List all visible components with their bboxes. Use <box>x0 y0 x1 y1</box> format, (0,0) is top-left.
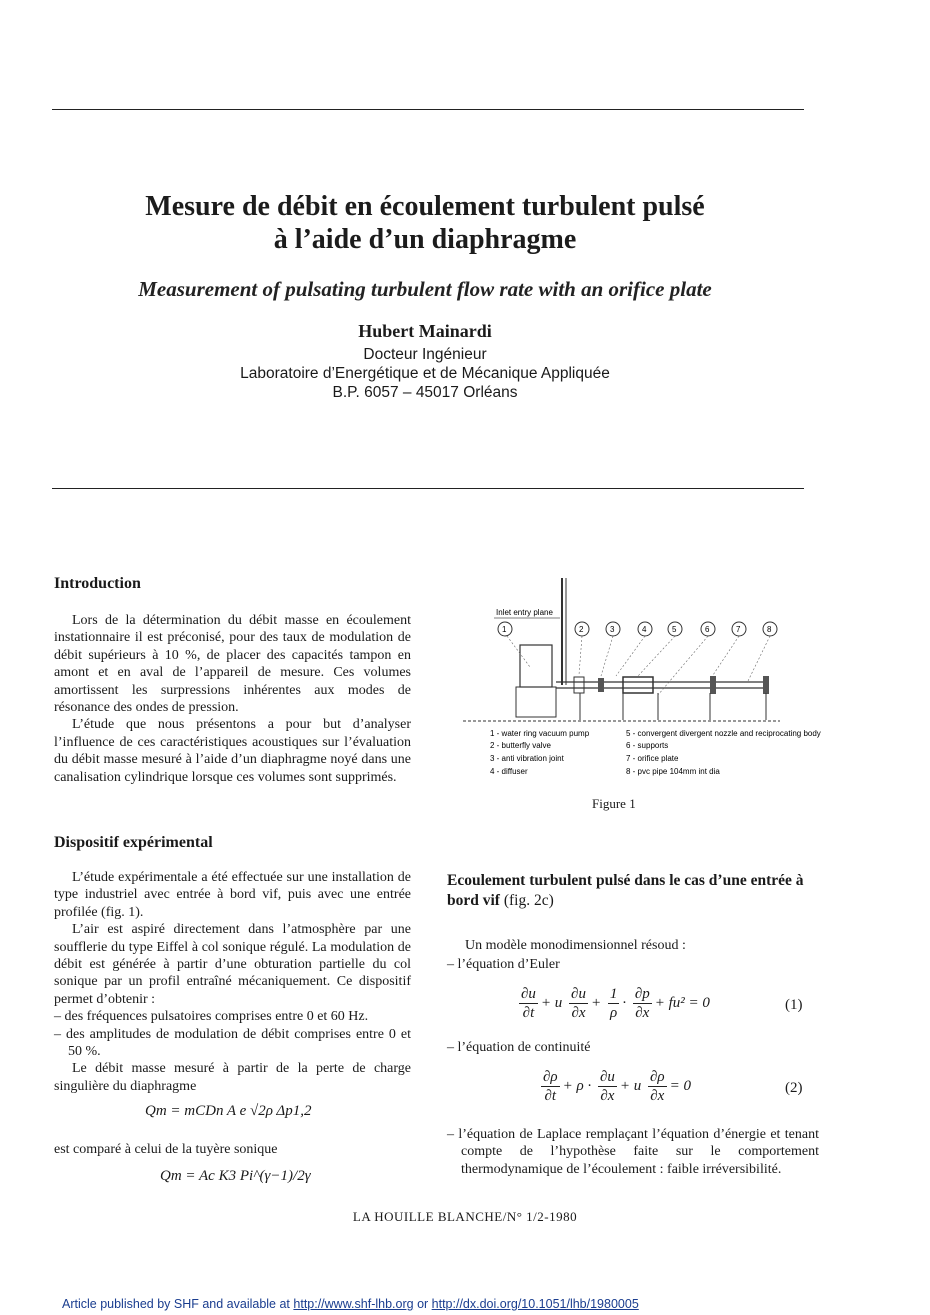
svg-text:6: 6 <box>705 625 710 634</box>
figure-1-diagram <box>458 575 821 790</box>
dispositif-bullet-2: – des amplitudes de modulation de débit comprises entre 0 et 50 %. <box>54 1026 411 1060</box>
publication-credit <box>62 1297 639 1311</box>
svg-text:1: 1 <box>502 625 507 634</box>
svg-text:4: 4 <box>642 625 647 634</box>
credit-prefix: Article published by SHF and available at <box>62 1297 294 1311</box>
ecoulement-laplace: – l’équation de Laplace remplaçant l’équation d’énergie et tenant compte de l’hypothèse faite sur le comportement thermodynamique de l’écoulement : faible irréversibilité. <box>447 1127 819 1177</box>
top-rule <box>52 109 804 110</box>
paper-title-line1: Mesure de débit en écoulement turbulent pulsé <box>145 191 705 222</box>
equation-orifice-flow: Qm = mCDn A e √2ρ Δp1,2 <box>145 1103 312 1119</box>
credit-link-shf[interactable]: http://www.shf-lhb.org <box>293 1297 414 1311</box>
equation-2-number: (2) <box>785 1080 803 1096</box>
dispositif-paragraph-1: L’étude expérimentale a été effectuée sur une installation de type industriel avec entrée à bord vif, puis avec une entrée profilée (fig. 1). <box>54 870 411 920</box>
dispositif-heading: Dispositif expérimental <box>54 834 213 851</box>
svg-text:3: 3 <box>610 625 615 634</box>
svg-text:1 - water ring vacuum pump: 1 - water ring vacuum pump <box>490 729 590 738</box>
vacuum-pump-shape <box>520 645 552 687</box>
author-lab: Laboratoire d’Energétique et de Mécanique Appliquée <box>240 365 610 382</box>
author-address: B.P. 6057 – 45017 Orléans <box>332 384 518 401</box>
introduction-text <box>54 612 411 786</box>
figure-markers <box>498 622 777 636</box>
svg-text:2 - butterfly valve: 2 - butterfly valve <box>490 741 551 750</box>
svg-text:8 - pvc pipe 104mm int dia: 8 - pvc pipe 104mm int dia <box>626 767 720 776</box>
ecoulement-continuite: – l’équation de continuité <box>447 1040 591 1055</box>
ecoulement-intro: Un modèle monodimensionnel résoud : <box>465 938 686 953</box>
paper-subtitle: Measurement of pulsating turbulent flow rate with an orifice plate <box>138 277 712 301</box>
svg-text:2: 2 <box>579 625 584 634</box>
ecoulement-heading-bold: Ecoulement turbulent pulsé dans le cas d’une entrée à bord vif <box>447 872 804 909</box>
butterfly-valve-shape <box>574 677 584 693</box>
nozzle-shape <box>623 677 653 693</box>
equation-1-number: (1) <box>785 997 803 1013</box>
inlet-label: Inlet entry plane <box>496 608 553 617</box>
introduction-paragraph-1: Lors de la détermination du débit masse en écoulement instationnaire il est préconisé, pour des taux de modulation de débit supérieurs à 10 %, de placer des capacités tampon en amont et en aval de l’appareil de mesure. Ces volumes amortissent les surpressions inhérentes aux modes de résonance des ondes de pression. <box>54 613 411 716</box>
svg-text:7 - orifice plate: 7 - orifice plate <box>626 754 679 763</box>
dispositif-paragraph-4: est comparé à celui de la tuyère sonique <box>54 1142 278 1157</box>
svg-text:5 - convergent divergent nozzl: 5 - convergent divergent nozzle and reciprocating body <box>626 729 821 738</box>
equation-sonic-nozzle: Qm = Ac K3 Pi^(γ−1)/2γ <box>160 1168 311 1184</box>
equation-euler: $\frac{\partial u}{\partial t}$ + u $\frac{\partial u}{\partial x}$ + $\frac{1}{\rho}$ · $\frac{\partial p}{\partial x}$ + fu² = 0 <box>521 986 710 1021</box>
equation-continuity: $\frac{\partial\rho}{\partial t}$ + ρ · $\frac{\partial u}{\partial x}$ + u $\frac{\partial\rho}{\partial x}$ = 0 <box>543 1069 691 1104</box>
ecoulement-euler: – l’équation d’Euler <box>447 957 560 972</box>
introduction-heading: Introduction <box>54 575 141 592</box>
author-role: Docteur Ingénieur <box>363 346 487 363</box>
credit-link-doi[interactable]: http://dx.doi.org/10.1051/lhb/1980005 <box>431 1297 639 1311</box>
introduction-paragraph-2: L’étude que nous présentons a pour but d’analyser l’influence de ces caractéristiques acoustiques sur l’évaluation du débit masse mesuré à l’aide d’un diaphragme noyé dans une canalisation cylindrique lorsque ces volumes sont supprimés. <box>54 717 411 785</box>
svg-text:5: 5 <box>672 625 677 634</box>
figure-1-caption: Figure 1 <box>592 796 636 811</box>
journal-footer: LA HOUILLE BLANCHE/N° 1/2-1980 <box>352 1209 578 1224</box>
dispositif-paragraph-3: Le débit masse mesuré à partir de la perte de charge singulière du diaphragme <box>54 1061 411 1094</box>
ecoulement-heading-ref: (fig. 2c) <box>503 892 554 909</box>
paper-title-line2: à l’aide d’un diaphragme <box>273 224 577 255</box>
author-name: Hubert Mainardi <box>358 321 492 341</box>
svg-text:4 - diffuser: 4 - diffuser <box>490 767 528 776</box>
header-bottom-rule <box>52 488 804 489</box>
svg-text:3 - anti vibration joint: 3 - anti vibration joint <box>490 754 564 763</box>
dispositif-bullet-1: – des fréquences pulsatoires comprises entre 0 et 60 Hz. <box>54 1009 369 1025</box>
dispositif-paragraph-2: L’air est aspiré directement dans l’atmosphère par une soufflerie du type Eiffel à col sonique régulé. La modulation de débit est générée à partir d’une obturation partielle du col sonique par un profil entraîné mécaniquement. Ce dispositif permet d’obtenir : <box>54 922 411 1007</box>
svg-text:7: 7 <box>736 625 741 634</box>
figure-legend <box>490 729 821 776</box>
svg-text:8: 8 <box>767 625 772 634</box>
ecoulement-heading <box>447 871 805 911</box>
svg-text:6 - supports: 6 - supports <box>626 741 669 750</box>
dispositif-text <box>54 869 411 1095</box>
credit-middle: or <box>413 1297 432 1311</box>
